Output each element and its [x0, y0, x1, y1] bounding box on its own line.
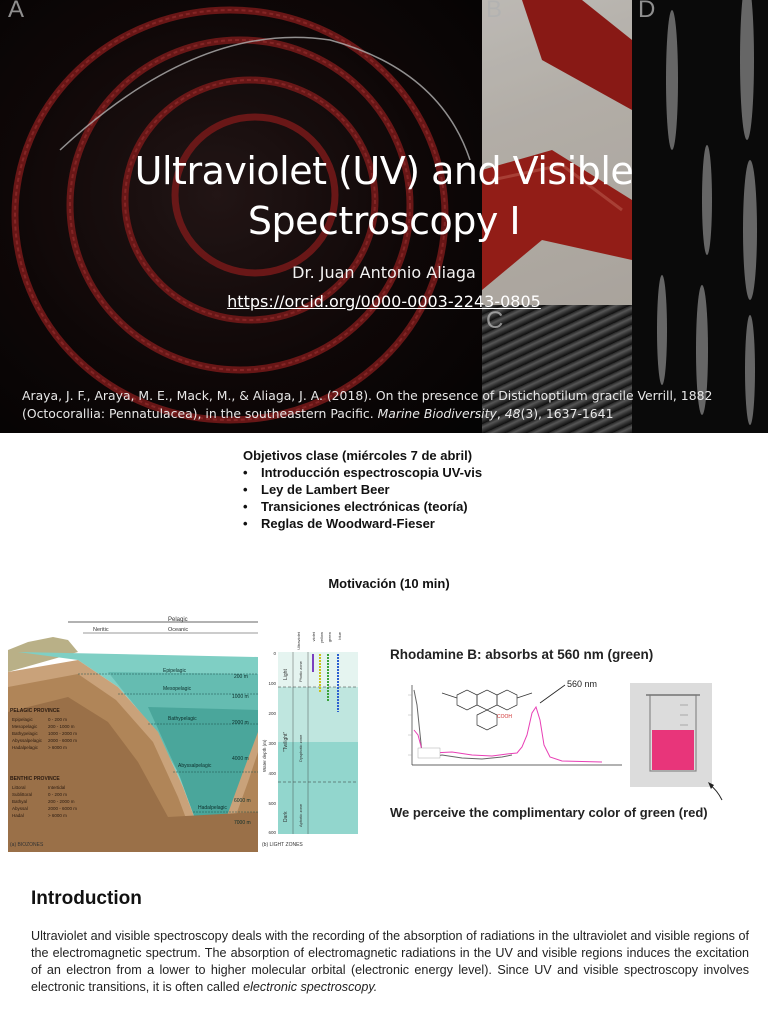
citation-pages: (3), 1637-1641	[520, 406, 614, 421]
depth-tick: 300	[268, 741, 276, 746]
province-row-range: 0 - 200 m	[48, 717, 68, 722]
pelagic-province-title: PELAGIC PROVINCE	[10, 708, 60, 714]
zone-label: Abyssalpelagic	[178, 763, 212, 769]
rhodamine-molecule	[442, 690, 532, 730]
benthic-province-title: BENTHIC PROVINCE	[10, 776, 60, 782]
motivation-heading: Motivación (10 min)	[328, 576, 450, 591]
author-name: Dr. Juan Antonio Aliaga	[292, 263, 476, 282]
depth-tick: 0	[273, 651, 276, 656]
rhodamine-figure	[382, 635, 762, 835]
objectives-list	[243, 464, 643, 532]
orcid-link[interactable]: https://orcid.org/0000-0003-2243-0805	[227, 292, 541, 311]
zone-label: Bathypelagic	[168, 716, 197, 722]
depth-label: 2000 m	[232, 720, 249, 726]
beaker-image	[630, 683, 712, 787]
depth-label: 6000 m	[234, 798, 251, 804]
rhodamine-caption: We perceive the complimentary color of green (red)	[390, 805, 708, 820]
province-row-name: Sublittoral	[12, 792, 33, 797]
province-row-name: Epipelagic	[12, 717, 33, 722]
slide-title	[0, 146, 768, 246]
province-row-name: Abyssal	[12, 806, 28, 811]
light-column-label: yellow	[319, 632, 324, 644]
label-oceanic: Oceanic	[168, 627, 189, 633]
province-row-range: > 6000 m	[48, 745, 67, 750]
depth-tick: 200	[268, 711, 276, 716]
province-row-range: 200 - 1000 m	[48, 724, 75, 729]
province-row-range: 2000 - 6000 m	[48, 806, 78, 811]
province-row-name: Hadal	[12, 813, 24, 818]
label-pelagic: Pelagic	[168, 617, 188, 623]
province-row-name: Abyssalpelagic	[12, 738, 43, 743]
province-row-range: 2000 - 6000 m	[48, 738, 78, 743]
depth-tick: 500	[268, 801, 276, 806]
depth-tick: 100	[268, 681, 276, 686]
zone-label: Mesopelagic	[163, 686, 192, 692]
label-neritic: Neritic	[93, 627, 109, 633]
ocean-zones-figure	[8, 612, 360, 852]
objective-item: • Introducción espectroscopia UV-vis	[243, 464, 643, 481]
objectives-heading: Objetivos clase (miércoles 7 de abril)	[243, 448, 473, 463]
province-row-name: Mesopelagic	[12, 724, 38, 729]
zone-label: Epipelagic	[163, 668, 187, 674]
panel-label-c: C	[486, 307, 504, 334]
svg-text:COOH: COOH	[497, 714, 512, 720]
rhodamine-title: Rhodamine B: absorbs at 560 nm (green)	[390, 647, 654, 662]
objective-item: • Transiciones electrónicas (teoría)	[243, 498, 643, 515]
depth-label: 1000 m	[232, 694, 249, 700]
light-zone-label: Dark	[283, 811, 289, 822]
light-column-label: violet	[311, 632, 316, 642]
depth-label: 200 m	[234, 674, 248, 680]
depth-axis-label: Water depth (m)	[262, 739, 267, 772]
panel-label-a: A	[8, 0, 25, 23]
objective-item: • Ley de Lambert Beer	[243, 481, 643, 498]
province-row-name: Bathyal	[12, 799, 28, 804]
light-column-label: Ultraviolet	[296, 632, 301, 650]
light-column-label: green	[327, 632, 332, 643]
title-slide	[0, 0, 768, 433]
light-zone-sub: Photic zone	[298, 661, 303, 682]
light-zone-label: "Twilight"	[283, 731, 289, 752]
province-row-name: Bathypelagic	[12, 731, 38, 736]
introduction-body	[31, 928, 749, 996]
zone-label: Hadalpelagic	[198, 805, 227, 811]
slide-title-line1: Ultraviolet (UV) and Visible	[134, 149, 634, 193]
introduction-text: Ultraviolet and visible spectroscopy deals with the recording of the absorption of radiations in the ultraviolet and visible regions of the electromagnetic spectrum. The absorption of electromagnetic radiations in the UV and visible regions induces the excitation of an electron from a lower to higher molecular orbital (electronic energy level). Since UV and visible spectroscopy involves electronic transitions, it is often called	[31, 929, 749, 994]
citation-journal: Marine Biodiversity	[377, 406, 497, 421]
light-zone-sub: Aphotic zone	[298, 803, 303, 827]
depth-tick: 600	[268, 830, 276, 835]
caption-biozones: (a) BIOZONES	[10, 842, 44, 848]
province-row-range: 1000 - 2000 m	[48, 731, 78, 736]
depth-label: 7000 m	[234, 820, 251, 826]
citation-volume: 48	[504, 406, 521, 421]
light-zone-sub: Dysphotic zone	[298, 734, 303, 762]
citation-authors: Araya, J. F., Araya, M. E., Mack, M., & Aliaga, J. A. (2018). On the presence of Distichoptilum gracile Verrill, 1882 (Octocorallia: Pennatulacea), in the southeastern Pacific.	[22, 388, 713, 421]
peak-label: 560 nm	[567, 679, 598, 689]
peak-arrow	[540, 685, 565, 703]
citation: Araya, J. F., Araya, M. E., Mack, M., & Aliaga, J. A. (2018). On the presence of Distichoptilum gracile Verrill, 1882 (Octocorallia: Pennatulacea), in the southeastern Pacific. Marine Biodiversity, 48(3), 1637-1641	[22, 388, 713, 421]
objective-item: • Reglas de Woodward-Fieser	[243, 515, 643, 532]
light-column-label: blue	[337, 632, 342, 640]
province-row-range: 200 - 2000 m	[48, 799, 75, 804]
introduction-heading: Introduction	[31, 888, 142, 909]
panel-label-d: D	[638, 0, 656, 23]
introduction-emphasis: electronic spectroscopy.	[243, 980, 378, 994]
slide-title-line2: Spectroscopy I	[247, 199, 521, 243]
objectives-block	[243, 447, 643, 532]
absorbance-spectrum	[408, 685, 622, 765]
light-zone-label: Light	[283, 669, 289, 680]
province-row-name: Littoral	[12, 785, 26, 790]
panel-label-b: B	[486, 0, 503, 23]
caption-light-zones: (b) LIGHT ZONES	[262, 842, 303, 848]
province-row-name: Hadalpelagic	[12, 745, 39, 750]
province-row-range: 0 - 200 m	[48, 792, 68, 797]
province-row-range: > 6000 m	[48, 813, 67, 818]
depth-label: 4000 m	[232, 756, 249, 762]
depth-tick: 400	[268, 771, 276, 776]
province-row-range: Intertidal	[48, 785, 66, 790]
